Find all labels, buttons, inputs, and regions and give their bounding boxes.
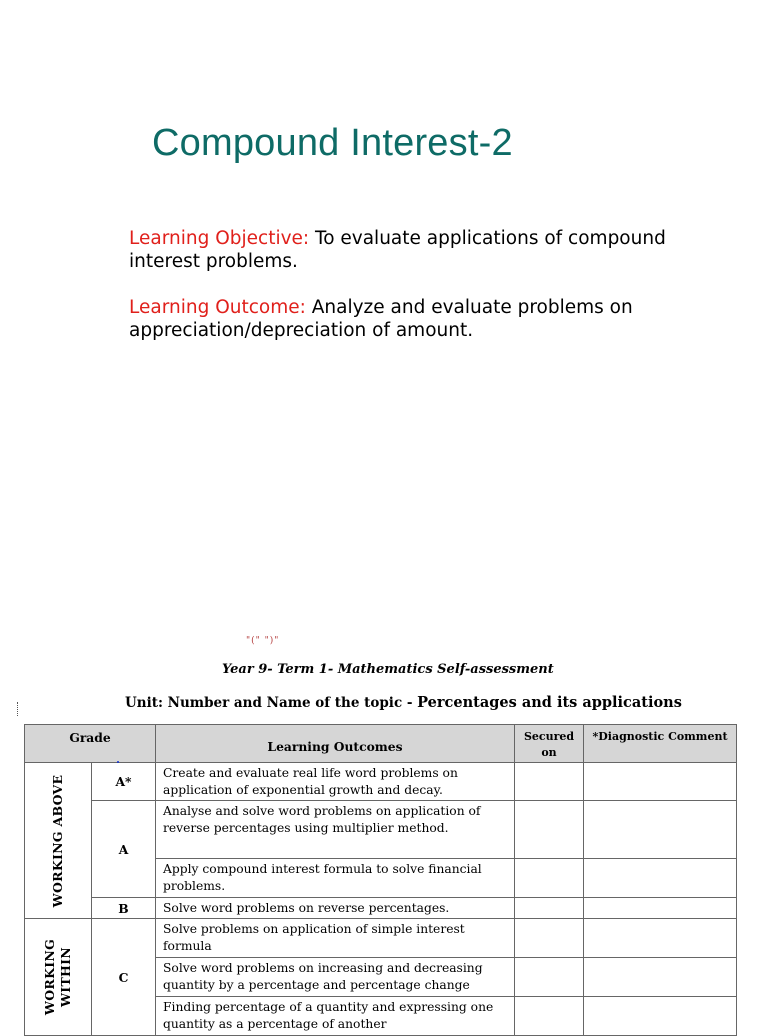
table-row bbox=[25, 919, 737, 958]
diagnostic-comment-cell[interactable] bbox=[584, 997, 737, 1036]
diagnostic-comment-cell[interactable] bbox=[584, 919, 737, 958]
diagnostic-comment-cell[interactable] bbox=[584, 859, 737, 898]
band-label: WORKING WITHIN bbox=[42, 938, 73, 1016]
edge-mark bbox=[17, 702, 21, 716]
unit-prefix: Unit: Number and Name of the topic - bbox=[125, 695, 418, 711]
diagnostic-comment-cell[interactable] bbox=[584, 898, 737, 919]
table-row bbox=[25, 898, 737, 919]
objectives-block bbox=[129, 227, 729, 365]
grade-cell: C bbox=[92, 919, 156, 1036]
grade-cell bbox=[92, 763, 156, 801]
unit-title bbox=[125, 694, 682, 711]
diagnostic-comment-cell[interactable] bbox=[584, 801, 737, 859]
secured-on-cell[interactable] bbox=[515, 919, 584, 958]
secured-on-cell[interactable] bbox=[515, 997, 584, 1036]
learning-outcome bbox=[129, 296, 729, 342]
grade-cell: B bbox=[92, 898, 156, 919]
header-diagnostic-comment: *Diagnostic Comment bbox=[584, 725, 737, 763]
header-secured-on: Secured on bbox=[515, 725, 584, 763]
secured-on-cell[interactable] bbox=[515, 763, 584, 801]
outcome-cell: Analyse and solve word problems on application of reverse percentages using multiplier method. bbox=[156, 801, 515, 859]
outcome-cell: Solve word problems on reverse percentages. bbox=[156, 898, 515, 919]
header-grade: Grade bbox=[25, 725, 156, 763]
header-learning-outcomes: Learning Outcomes bbox=[156, 725, 515, 763]
outcome-cell: Create and evaluate real life word problems on application of exponential growth and decay. bbox=[156, 763, 515, 801]
diagnostic-comment-cell[interactable] bbox=[584, 958, 737, 997]
learning-objective-label: Learning Objective: bbox=[129, 228, 310, 249]
grade-cell: A bbox=[92, 801, 156, 898]
learning-objective-text: To evaluate applications of compound interest problems. bbox=[129, 228, 666, 272]
secured-on-cell[interactable] bbox=[515, 898, 584, 919]
outcome-cell: Solve word problems on increasing and decreasing quantity by a percentage and percentage change bbox=[156, 958, 515, 997]
outcome-cell: Apply compound interest formula to solve financial problems. bbox=[156, 859, 515, 898]
outcome-cell: Solve problems on application of simple interest formula bbox=[156, 919, 515, 958]
secured-on-cell[interactable] bbox=[515, 958, 584, 997]
learning-outcome-text: Analyze and evaluate problems on appreciation/depreciation of amount. bbox=[129, 297, 633, 341]
blue-dot bbox=[117, 761, 119, 763]
unit-topic: Percentages and its applications bbox=[417, 694, 682, 711]
learning-objective bbox=[129, 227, 729, 273]
assessment-title: Year 9- Term 1- Mathematics Self-assessment bbox=[222, 662, 554, 677]
diagnostic-comment-cell[interactable] bbox=[584, 763, 737, 801]
table-row bbox=[25, 801, 737, 859]
table-header-row bbox=[25, 725, 737, 763]
band-working-within bbox=[25, 919, 92, 1036]
band-working-above bbox=[25, 763, 92, 919]
secured-on-cell[interactable] bbox=[515, 801, 584, 859]
learning-outcome-label: Learning Outcome: bbox=[129, 297, 306, 318]
slide-title: Compound Interest-2 bbox=[152, 122, 513, 164]
band-label: WORKING ABOVE bbox=[50, 774, 65, 907]
secured-on-cell[interactable] bbox=[515, 859, 584, 898]
grade-label: A* bbox=[115, 774, 132, 789]
self-assessment-table bbox=[24, 724, 737, 1036]
table-row bbox=[25, 763, 737, 801]
outcome-cell: Finding percentage of a quantity and expressing one quantity as a percentage of another bbox=[156, 997, 515, 1036]
faint-quote-mark: "(" ")" bbox=[246, 636, 280, 646]
